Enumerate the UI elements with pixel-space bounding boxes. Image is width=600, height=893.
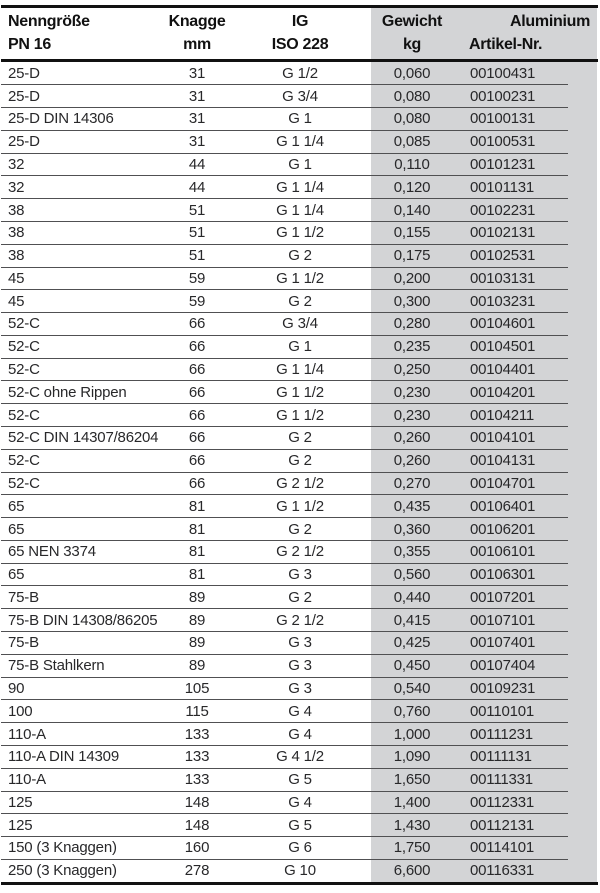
- cell-nenngroesse: 110-A: [8, 725, 46, 743]
- cell-nenngroesse: 125: [8, 793, 33, 811]
- cell-nenngroesse: 150 (3 Knaggen): [8, 839, 117, 857]
- cell-nenngroesse: 52-C: [8, 452, 40, 470]
- cell-gewicht: 1,650: [393, 771, 431, 789]
- cell-knagge: 66: [188, 474, 206, 492]
- cell-nenngroesse: 65: [8, 566, 25, 584]
- cell-gewicht: 6,600: [393, 862, 431, 880]
- cell-knagge: 31: [188, 110, 206, 128]
- cell-ig: G 1/2: [282, 64, 318, 82]
- cell-knagge: 66: [188, 406, 206, 424]
- table-row: [0, 859, 600, 882]
- cell-knagge: 66: [188, 361, 206, 379]
- cell-knagge: 148: [184, 816, 210, 834]
- header-nenngroesse-title: Nenngröße: [8, 12, 90, 30]
- cell-ig: G 10: [284, 862, 316, 880]
- cell-nenngroesse: 25-D: [8, 133, 40, 151]
- cell-artikel-nr: 00111331: [470, 771, 533, 789]
- cell-ig: G 1 1/4: [276, 178, 324, 196]
- cell-artikel-nr: 00107101: [470, 611, 536, 629]
- table-row: [0, 768, 600, 791]
- table-row: [0, 267, 600, 290]
- cell-artikel-nr: 00100131: [470, 110, 536, 128]
- cell-gewicht: 0,110: [394, 156, 430, 174]
- cell-nenngroesse: 110-A: [8, 771, 46, 789]
- cell-artikel-nr: 00112331: [470, 793, 535, 811]
- table-row: [0, 221, 600, 244]
- cell-knagge: 51: [188, 247, 206, 265]
- cell-artikel-nr: 00104201: [470, 383, 536, 401]
- cell-nenngroesse: 52-C: [8, 406, 40, 424]
- cell-ig: G 1: [288, 156, 312, 174]
- cell-gewicht: 0,080: [393, 87, 431, 105]
- cell-knagge: 89: [188, 634, 206, 652]
- cell-artikel-nr: 00104211: [470, 406, 535, 424]
- cell-ig: G 1 1/4: [276, 133, 324, 151]
- cell-artikel-nr: 00106401: [470, 497, 536, 515]
- cell-knagge: 44: [188, 156, 206, 174]
- cell-nenngroesse: 32: [8, 178, 25, 196]
- cell-artikel-nr: 00104401: [470, 361, 536, 379]
- table-row: [0, 495, 600, 518]
- header-nenngroesse: [0, 8, 165, 59]
- header-bottom-rule: [1, 59, 598, 62]
- cell-nenngroesse: 75-B Stahlkern: [8, 657, 105, 675]
- header-knagge-title: Knagge: [168, 12, 226, 30]
- header-ig: [229, 8, 371, 59]
- cell-ig: G 1 1/2: [276, 269, 324, 287]
- table-header-row: [0, 8, 600, 59]
- cell-gewicht: 1,090: [393, 748, 431, 766]
- table-bottom-rule: [1, 882, 598, 885]
- table-row: [0, 745, 600, 768]
- cell-nenngroesse: 75-B: [8, 588, 39, 606]
- cell-gewicht: 0,260: [393, 429, 431, 447]
- header-aluminium-title: Aluminium: [510, 12, 590, 30]
- cell-nenngroesse: 250 (3 Knaggen): [8, 862, 117, 880]
- table-row: [0, 632, 600, 655]
- table-row: [0, 130, 600, 153]
- table-row: [0, 609, 600, 632]
- cell-artikel-nr: 00106201: [470, 520, 536, 538]
- cell-knagge: 81: [188, 543, 206, 561]
- cell-ig: G 1: [288, 110, 312, 128]
- cell-nenngroesse: 65 NEN 3374: [8, 543, 96, 561]
- cell-knagge: 51: [188, 201, 206, 219]
- cell-knagge: 81: [188, 520, 206, 538]
- header-aluminium: [453, 8, 598, 59]
- cell-gewicht: 0,120: [393, 178, 431, 196]
- cell-nenngroesse: 90: [8, 679, 25, 697]
- cell-nenngroesse: 38: [8, 224, 25, 242]
- cell-ig: G 3/4: [282, 315, 318, 333]
- header-ig-title: IG: [291, 12, 309, 30]
- table-row: [0, 540, 600, 563]
- cell-ig: G 3: [288, 657, 312, 675]
- cell-ig: G 3: [288, 679, 312, 697]
- table-row: [0, 586, 600, 609]
- cell-knagge: 31: [188, 133, 206, 151]
- cell-ig: G 1 1/4: [276, 201, 324, 219]
- cell-nenngroesse: 25-D: [8, 64, 40, 82]
- cell-ig: G 2: [288, 588, 312, 606]
- cell-artikel-nr: 00107201: [470, 588, 536, 606]
- cell-nenngroesse: 38: [8, 247, 25, 265]
- cell-artikel-nr: 00104601: [470, 315, 536, 333]
- cell-artikel-nr: 00107401: [470, 634, 536, 652]
- table-row: [0, 563, 600, 586]
- table-row: [0, 472, 600, 495]
- cell-gewicht: 0,560: [393, 566, 431, 584]
- cell-artikel-nr: 00111131: [470, 748, 532, 766]
- cell-gewicht: 0,175: [393, 247, 431, 265]
- cell-artikel-nr: 00111231: [470, 725, 533, 743]
- cell-ig: G 1 1/2: [276, 497, 324, 515]
- cell-artikel-nr: 00104131: [470, 452, 536, 470]
- table-row: [0, 404, 600, 427]
- cell-artikel-nr: 00104501: [470, 338, 536, 356]
- cell-knagge: 31: [188, 64, 206, 82]
- table-row: [0, 244, 600, 267]
- cell-gewicht: 0,230: [393, 406, 431, 424]
- cell-gewicht: 0,140: [393, 201, 431, 219]
- cell-knagge: 81: [188, 566, 206, 584]
- table-row: [0, 335, 600, 358]
- table-row: [0, 290, 600, 313]
- cell-gewicht: 0,270: [393, 474, 431, 492]
- header-artikel-nr-title: Artikel-Nr.: [469, 36, 543, 54]
- cell-knagge: 133: [184, 748, 210, 766]
- header-knagge: [165, 8, 229, 59]
- cell-gewicht: 0,300: [393, 292, 431, 310]
- cell-knagge: 66: [188, 338, 206, 356]
- cell-gewicht: 0,250: [393, 361, 431, 379]
- cell-artikel-nr: 00104101: [470, 429, 536, 447]
- cell-ig: G 4: [288, 725, 312, 743]
- cell-nenngroesse: 38: [8, 201, 25, 219]
- table-row: [0, 814, 600, 837]
- cell-ig: G 4: [288, 702, 312, 720]
- table-row: [0, 358, 600, 381]
- table-row: [0, 313, 600, 336]
- cell-knagge: 148: [184, 793, 210, 811]
- cell-knagge: 66: [188, 383, 206, 401]
- table-row: [0, 677, 600, 700]
- table-row: [0, 62, 600, 85]
- header-gewicht-unit: kg: [402, 36, 422, 54]
- cell-knagge: 160: [184, 839, 210, 857]
- cell-knagge: 59: [188, 292, 206, 310]
- cell-ig: G 2: [288, 452, 312, 470]
- cell-ig: G 1 1/4: [276, 361, 324, 379]
- cell-ig: G 3/4: [282, 87, 318, 105]
- cell-gewicht: 0,760: [393, 702, 431, 720]
- cell-nenngroesse: 52-C: [8, 338, 40, 356]
- cell-ig: G 3: [288, 566, 312, 584]
- header-knagge-unit: mm: [183, 36, 211, 54]
- cell-artikel-nr: 00102131: [470, 224, 536, 242]
- cell-gewicht: 0,425: [393, 634, 431, 652]
- cell-knagge: 59: [188, 269, 206, 287]
- table-top-rule: [1, 5, 598, 8]
- cell-gewicht: 0,235: [393, 338, 431, 356]
- cell-nenngroesse: 110-A DIN 14309: [8, 748, 119, 766]
- cell-knagge: 66: [188, 429, 206, 447]
- cell-knagge: 89: [188, 611, 206, 629]
- cell-knagge: 66: [188, 452, 206, 470]
- cell-artikel-nr: 00103231: [470, 292, 536, 310]
- cell-ig: G 1 1/2: [276, 383, 324, 401]
- header-ig-unit: ISO 228: [271, 36, 329, 54]
- table-row: [0, 176, 600, 199]
- cell-artikel-nr: 00102231: [470, 201, 536, 219]
- table-row: [0, 381, 600, 404]
- cell-gewicht: 0,260: [393, 452, 431, 470]
- cell-gewicht: 0,080: [393, 110, 431, 128]
- cell-gewicht: 0,155: [393, 224, 431, 242]
- cell-artikel-nr: 00110101: [470, 702, 535, 720]
- cell-nenngroesse: 125: [8, 816, 33, 834]
- table-row: [0, 427, 600, 450]
- cell-knagge: 81: [188, 497, 206, 515]
- cell-gewicht: 0,450: [393, 657, 431, 675]
- cell-ig: G 1: [288, 338, 312, 356]
- table-row: [0, 153, 600, 176]
- cell-gewicht: 0,280: [393, 315, 431, 333]
- cell-artikel-nr: 00109231: [470, 679, 536, 697]
- cell-gewicht: 0,540: [393, 679, 431, 697]
- cell-nenngroesse: 52-C ohne Rippen: [8, 383, 127, 401]
- cell-ig: G 2: [288, 520, 312, 538]
- cell-knagge: 278: [184, 862, 210, 880]
- header-nenngroesse-unit: PN 16: [8, 36, 51, 54]
- cell-ig: G 5: [288, 816, 312, 834]
- table-row: [0, 449, 600, 472]
- table-row: [0, 85, 600, 108]
- table-body: [0, 62, 600, 882]
- cell-gewicht: 0,085: [393, 133, 431, 151]
- header-gewicht: [371, 8, 453, 59]
- table-row: [0, 837, 600, 860]
- cell-knagge: 31: [188, 87, 206, 105]
- cell-knagge: 66: [188, 315, 206, 333]
- table-row: [0, 108, 600, 131]
- cell-artikel-nr: 00100431: [470, 64, 536, 82]
- cell-nenngroesse: 52-C DIN 14307/86204: [8, 429, 159, 447]
- cell-nenngroesse: 75-B: [8, 634, 39, 652]
- table-row: [0, 518, 600, 541]
- cell-knagge: 89: [188, 588, 206, 606]
- cell-nenngroesse: 52-C: [8, 361, 40, 379]
- cell-gewicht: 0,360: [393, 520, 431, 538]
- cell-nenngroesse: 52-C: [8, 474, 40, 492]
- cell-artikel-nr: 00116331: [470, 862, 535, 880]
- cell-artikel-nr: 00114101: [470, 839, 535, 857]
- cell-ig: G 2 1/2: [276, 474, 324, 492]
- cell-knagge: 51: [188, 224, 206, 242]
- cell-gewicht: 0,060: [393, 64, 431, 82]
- cell-nenngroesse: 65: [8, 520, 25, 538]
- header-gewicht-title: Gewicht: [381, 12, 443, 30]
- cell-nenngroesse: 65: [8, 497, 25, 515]
- cell-gewicht: 0,415: [393, 611, 431, 629]
- cell-knagge: 44: [188, 178, 206, 196]
- table-row: [0, 791, 600, 814]
- cell-gewicht: 0,435: [393, 497, 431, 515]
- cell-artikel-nr: 00101131: [470, 178, 535, 196]
- cell-artikel-nr: 00102531: [470, 247, 536, 265]
- cell-nenngroesse: 32: [8, 156, 25, 174]
- cell-knagge: 105: [184, 679, 210, 697]
- cell-artikel-nr: 00106301: [470, 566, 536, 584]
- cell-artikel-nr: 00107404: [470, 657, 536, 675]
- cell-gewicht: 0,355: [393, 543, 431, 561]
- cell-ig: G 6: [288, 839, 312, 857]
- table-row: [0, 654, 600, 677]
- cell-gewicht: 1,400: [393, 793, 431, 811]
- cell-ig: G 2 1/2: [276, 543, 324, 561]
- cell-nenngroesse: 100: [8, 702, 33, 720]
- cell-ig: G 1 1/2: [276, 406, 324, 424]
- cell-ig: G 4 1/2: [276, 748, 324, 766]
- cell-artikel-nr: 00112131: [470, 816, 535, 834]
- cell-ig: G 2 1/2: [276, 611, 324, 629]
- cell-nenngroesse: 45: [8, 269, 25, 287]
- cell-gewicht: 0,200: [393, 269, 431, 287]
- cell-gewicht: 0,440: [393, 588, 431, 606]
- cell-knagge: 115: [185, 702, 209, 720]
- cell-nenngroesse: 45: [8, 292, 25, 310]
- cell-knagge: 133: [184, 725, 210, 743]
- cell-nenngroesse: 75-B DIN 14308/86205: [8, 611, 158, 629]
- cell-gewicht: 1,000: [393, 725, 431, 743]
- cell-knagge: 133: [184, 771, 210, 789]
- cell-nenngroesse: 25-D: [8, 87, 40, 105]
- cell-artikel-nr: 00106101: [470, 543, 536, 561]
- cell-ig: G 2: [288, 429, 312, 447]
- table-row: [0, 199, 600, 222]
- cell-artikel-nr: 00104701: [470, 474, 536, 492]
- cell-ig: G 2: [288, 292, 312, 310]
- cell-ig: G 5: [288, 771, 312, 789]
- cell-nenngroesse: 25-D DIN 14306: [8, 110, 114, 128]
- table-row: [0, 723, 600, 746]
- cell-artikel-nr: 00100231: [470, 87, 536, 105]
- table-row: [0, 700, 600, 723]
- cell-gewicht: 1,750: [393, 839, 431, 857]
- cell-ig: G 4: [288, 793, 312, 811]
- cell-artikel-nr: 00100531: [470, 133, 536, 151]
- cell-artikel-nr: 00101231: [470, 156, 536, 174]
- cell-knagge: 89: [188, 657, 206, 675]
- cell-artikel-nr: 00103131: [470, 269, 536, 287]
- cell-nenngroesse: 52-C: [8, 315, 40, 333]
- cell-ig: G 2: [288, 247, 312, 265]
- cell-gewicht: 0,230: [393, 383, 431, 401]
- cell-ig: G 1 1/2: [276, 224, 324, 242]
- cell-ig: G 3: [288, 634, 312, 652]
- cell-gewicht: 1,430: [393, 816, 431, 834]
